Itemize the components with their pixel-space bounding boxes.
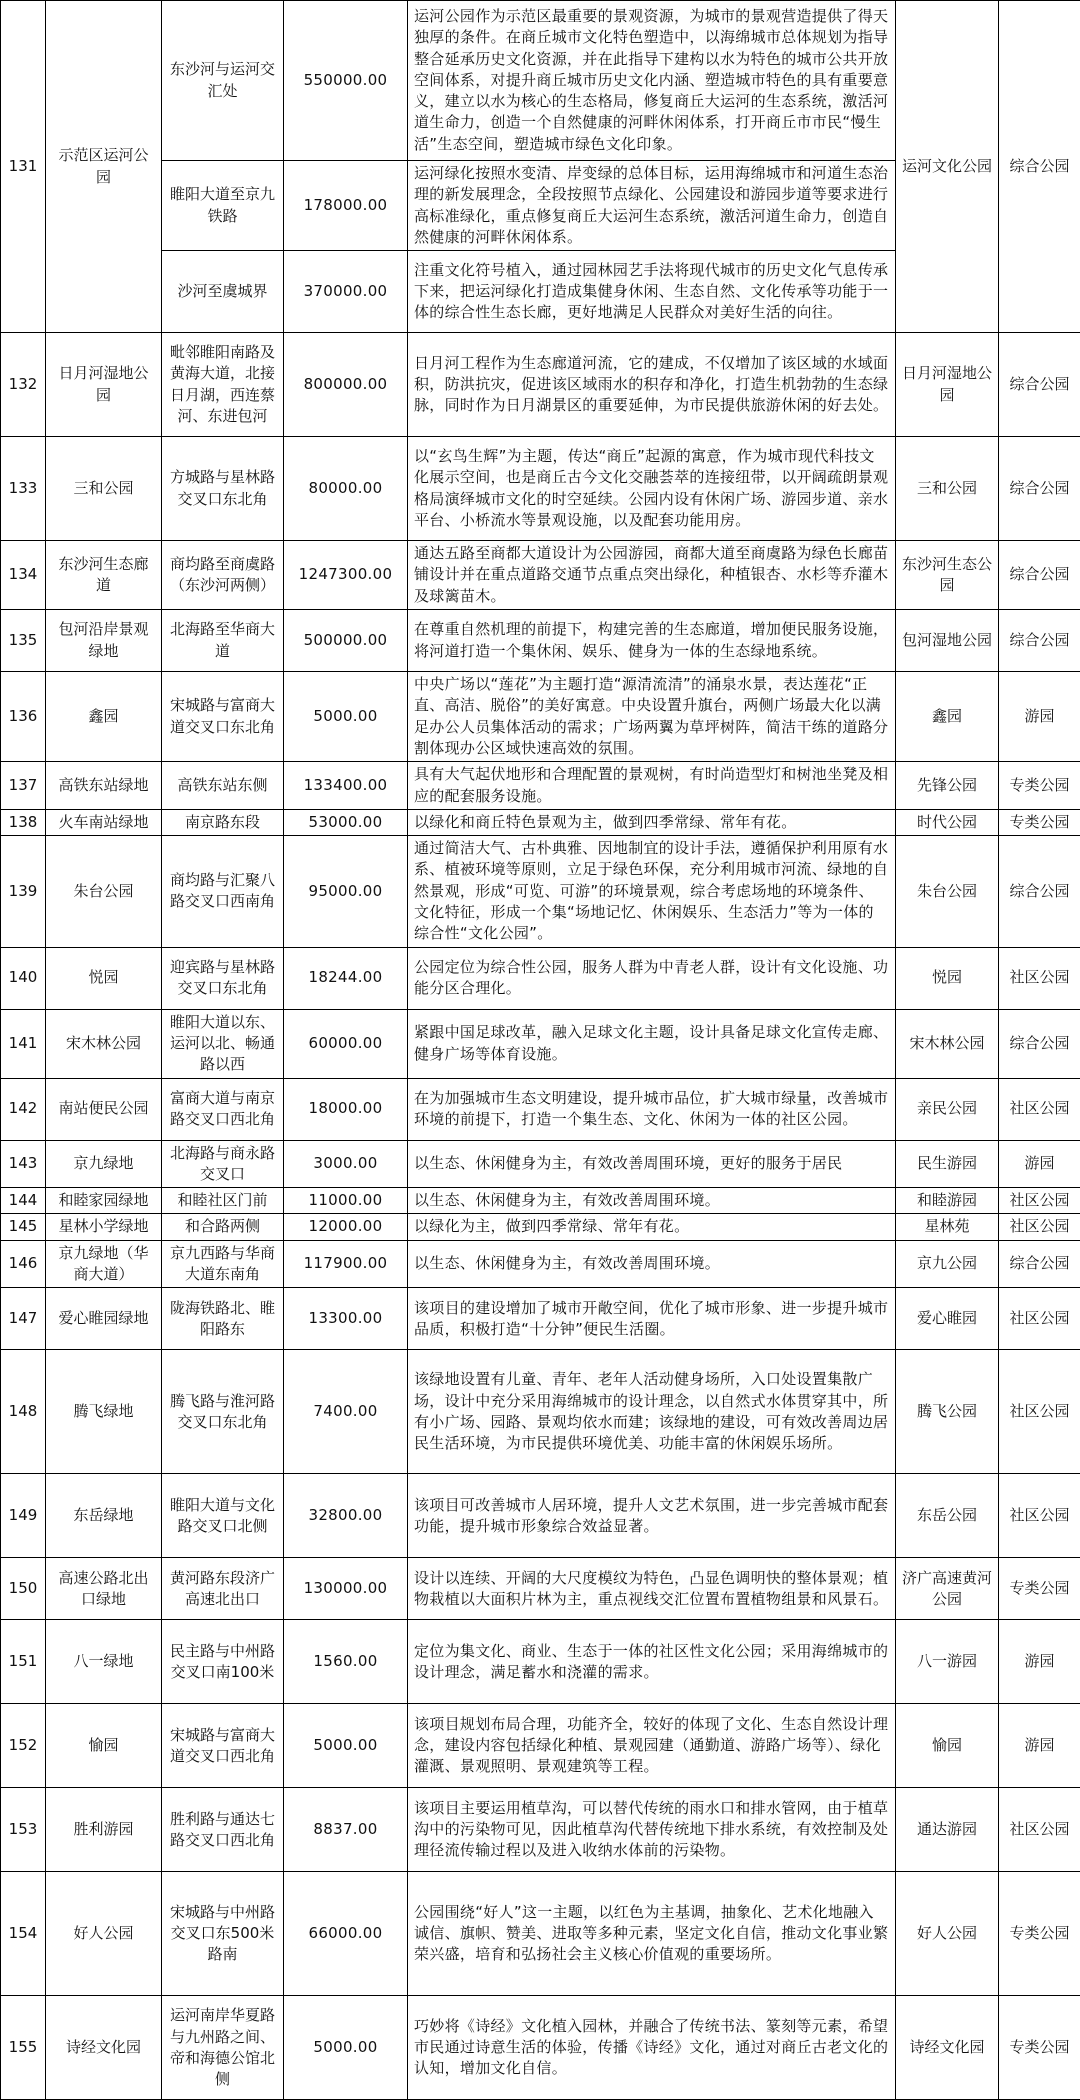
park-location: 沙河至虞城界 [162,251,284,333]
park-description: 该项目的建设增加了城市开敞空间，优化了城市形象、进一步提升城市品质，积极打造“十分钟”便民生活圈。 [408,1288,896,1350]
park-description: 定位为集文化、商业、生态于一体的社区性文化公园；采用海绵城市的设计理念，满足蓄水和浇灌的需求。 [408,1620,896,1704]
park-type: 社区公园 [999,1474,1080,1558]
park-name: 示范区运河公园 [46,1,162,333]
park-owner: 时代公园 [896,809,999,835]
park-location: 民主路与中州路交叉口南100米 [162,1620,284,1704]
park-area: 11000.00 [284,1188,408,1214]
park-name: 愉园 [46,1704,162,1788]
park-description: 以生态、休闲健身为主，有效改善周围环境，更好的服务于居民 [408,1140,896,1188]
park-area: 60000.00 [284,1009,408,1078]
park-type: 综合公园 [999,541,1080,610]
park-location: 高铁东站东侧 [162,762,284,810]
park-area: 550000.00 [284,1,408,161]
park-area: 3000.00 [284,1140,408,1188]
park-description: 紧跟中国足球改革，融入足球文化主题，设计具备足球文化宣传走廊、健身广场等体育设施。 [408,1009,896,1078]
park-owner: 宋木林公园 [896,1009,999,1078]
park-area: 1560.00 [284,1620,408,1704]
park-type: 专类公园 [999,1872,1080,1996]
park-name: 朱台公园 [46,836,162,947]
park-name: 京九绿地（华商大道） [46,1240,162,1288]
park-area: 13300.00 [284,1288,408,1350]
park-type: 综合公园 [999,1240,1080,1288]
row-number: 141 [1,1009,46,1078]
table-row [1,1872,1080,1996]
park-description: 具有大气起伏地形和合理配置的景观树，有时尚造型灯和树池坐凳及相应的配套服务设施。 [408,762,896,810]
park-area: 66000.00 [284,1872,408,1996]
park-location: 北海路与商永路交叉口 [162,1140,284,1188]
park-name: 东沙河生态廊道 [46,541,162,610]
park-area: 32800.00 [284,1474,408,1558]
table-row [1,836,1080,947]
park-location: 和睦社区门前 [162,1188,284,1214]
park-owner: 先锋公园 [896,762,999,810]
park-description: 以“玄鸟生辉”为主题，传达“商丘”起源的寓意，作为城市现代科技文化展示空间，也是商丘古今文化交融荟萃的连接纽带，以开阔疏朗景观格局演绎城市文化的时空延续。公园内设有休闲广场、游园步道、亲水平台、小桥流水等景观设施，以及配套功能用房。 [408,437,896,541]
park-location: 京九西路与华商大道东南角 [162,1240,284,1288]
park-location: 睢阳大道至京九铁路 [162,161,284,251]
park-owner: 亲民公园 [896,1078,999,1140]
park-area: 178000.00 [284,161,408,251]
row-number: 135 [1,610,46,672]
table-row [1,1288,1080,1350]
park-owner: 悦园 [896,947,999,1009]
park-location: 睢阳大道与文化路交叉口北侧 [162,1474,284,1558]
park-type: 专类公园 [999,762,1080,810]
park-type: 游园 [999,1704,1080,1788]
park-type: 游园 [999,1140,1080,1188]
park-location: 胜利路与通达七路交叉口西北角 [162,1788,284,1872]
park-type: 社区公园 [999,1788,1080,1872]
park-description: 通过简洁大气、古朴典雅、因地制宜的设计手法，遵循保护利用原有水系、植被环境等原则，立足于绿色环保，充分利用城市河流、绿地的自然景观，形成“可览、可游”的环境景观，综合考虑场地的环境条件、文化特征，形成一个集“场地记忆、休闲娱乐、生态活力”等为一体的综合性“文化公园”。 [408,836,896,947]
park-owner: 东沙河生态公园 [896,541,999,610]
park-name: 京九绿地 [46,1140,162,1188]
park-type: 综合公园 [999,333,1080,437]
park-name: 火车南站绿地 [46,809,162,835]
park-owner: 东岳公园 [896,1474,999,1558]
table-row [1,1009,1080,1078]
park-description: 公园定位为综合性公园，服务人群为中青老人群，设计有文化设施、功能分区合理化。 [408,947,896,1009]
park-description: 在为加强城市生态文明建设，提升城市品位，扩大城市绿量，改善城市环境的前提下，打造一个集生态、文化、休闲为一体的社区公园。 [408,1078,896,1140]
park-location: 宋城路与富商大道交叉口东北角 [162,672,284,762]
park-description: 巧妙将《诗经》文化植入园林，并融合了传统书法、篆刻等元素，希望市民通过诗意生活的体验，传播《诗经》文化，通过对商丘古老文化的认知，增加文化自信。 [408,1996,896,2100]
park-area: 117900.00 [284,1240,408,1288]
park-location: 北海路至华商大道 [162,610,284,672]
park-owner: 通达游园 [896,1788,999,1872]
park-description: 注重文化符号植入，通过园林园艺手法将现代城市的历史文化气息传承下来，把运河绿化打造成集健身休闲、生态自然、文化传承等功能于一体的综合性生态长廊，更好地满足人民群众对美好生活的向往。 [408,251,896,333]
row-number: 134 [1,541,46,610]
park-owner: 三和公园 [896,437,999,541]
park-owner: 包河湿地公园 [896,610,999,672]
park-owner: 运河文化公园 [896,1,999,333]
park-type: 游园 [999,672,1080,762]
row-number: 149 [1,1474,46,1558]
park-type: 社区公园 [999,1350,1080,1474]
park-type: 综合公园 [999,437,1080,541]
park-owner: 民生游园 [896,1140,999,1188]
table-row [1,1140,1080,1188]
park-location: 富商大道与南京路交叉口西北角 [162,1078,284,1140]
table-row [1,1214,1080,1240]
park-area: 5000.00 [284,672,408,762]
park-owner: 济广高速黄河公园 [896,1558,999,1620]
park-type: 专类公园 [999,1996,1080,2100]
park-area: 500000.00 [284,610,408,672]
park-owner: 和睦游园 [896,1188,999,1214]
row-number: 137 [1,762,46,810]
row-number: 140 [1,947,46,1009]
row-number: 142 [1,1078,46,1140]
row-number: 151 [1,1620,46,1704]
row-number: 133 [1,437,46,541]
table-row [1,1704,1080,1788]
park-name: 宋木林公园 [46,1009,162,1078]
park-description: 该项目规划布局合理，功能齐全，较好的体现了文化、生态自然设计理念，建设内容包括绿化种植、景观园建（通勤道、游路广场等）、绿化灌溉、景观照明、景观建筑等工程。 [408,1704,896,1788]
park-type: 综合公园 [999,1009,1080,1078]
park-type: 社区公园 [999,1214,1080,1240]
park-description: 以绿化和商丘特色景观为主，做到四季常绿、常年有花。 [408,809,896,835]
park-description: 以生态、休闲健身为主，有效改善周围环境。 [408,1240,896,1288]
park-description: 运河绿化按照水变清、岸变绿的总体目标，运用海绵城市和河道生态治理的新发展理念，全段按照节点绿化、公园建设和游园步道等要求进行高标准绿化，重点修复商丘大运河生态系统，激活河道生命力，创造自然健康的河畔休闲体系。 [408,161,896,251]
park-area: 133400.00 [284,762,408,810]
table-row [1,762,1080,810]
park-description: 该项目可改善城市人居环境，提升人文艺术氛围，进一步完善城市配套功能，提升城市形象综合效益显著。 [408,1474,896,1558]
table-row [1,672,1080,762]
park-type: 游园 [999,1620,1080,1704]
park-area: 95000.00 [284,836,408,947]
park-owner: 好人公园 [896,1872,999,1996]
row-number: 152 [1,1704,46,1788]
table-row [1,541,1080,610]
park-area: 18000.00 [284,1078,408,1140]
park-description: 该项目主要运用植草沟，可以替代传统的雨水口和排水管网，由于植草沟中的污染物可见，因此植草沟代替传统地下排水系统，有效控制及处理径流传输过程以及进入收纳水体前的污染物。 [408,1788,896,1872]
park-description: 公园围绕“好人”这一主题，以红色为主基调，抽象化、艺术化地融入诚信、旗帜、赞美、进取等多种元素，坚定文化自信，推动文化事业繁荣兴盛，培育和弘扬社会主义核心价值观的重要场所。 [408,1872,896,1996]
row-number: 154 [1,1872,46,1996]
park-location: 运河南岸华夏路与九州路之间、帝和海德公馆北侧 [162,1996,284,2100]
table-row [1,1474,1080,1558]
park-name: 胜利游园 [46,1788,162,1872]
park-type: 社区公园 [999,947,1080,1009]
row-number: 150 [1,1558,46,1620]
table-row [1,1558,1080,1620]
table-row [1,333,1080,437]
park-type: 社区公园 [999,1188,1080,1214]
park-description: 以生态、休闲健身为主，有效改善周围环境。 [408,1188,896,1214]
park-owner: 朱台公园 [896,836,999,947]
row-number: 131 [1,1,46,333]
park-description: 通达五路至商都大道设计为公园游园，商都大道至商虞路为绿色长廊苗铺设计并在重点道路交通节点重点突出绿化，种植银杏、水杉等乔灌木及球篱苗木。 [408,541,896,610]
park-location: 东沙河与运河交汇处 [162,1,284,161]
park-name: 日月河湿地公园 [46,333,162,437]
park-location: 毗邻睢阳南路及黄海大道，北接日月湖，西连蔡河、东进包河 [162,333,284,437]
park-area: 53000.00 [284,809,408,835]
park-name: 东岳绿地 [46,1474,162,1558]
park-area: 7400.00 [284,1350,408,1474]
row-number: 136 [1,672,46,762]
row-number: 143 [1,1140,46,1188]
row-number: 155 [1,1996,46,2100]
park-name: 包河沿岸景观绿地 [46,610,162,672]
park-name: 腾飞绿地 [46,1350,162,1474]
table-row [1,809,1080,835]
park-owner: 诗经文化园 [896,1996,999,2100]
table-row [1,1078,1080,1140]
park-type: 社区公园 [999,1288,1080,1350]
park-location: 宋城路与富商大道交叉口西北角 [162,1704,284,1788]
park-description: 在尊重自然机理的前提下，构建完善的生态廊道，增加便民服务设施，将河道打造一个集休闲、娱乐、健身为一体的生态绿地系统。 [408,610,896,672]
park-location: 迎宾路与星林路交叉口东北角 [162,947,284,1009]
park-description: 中央广场以“莲花”为主题打造“源清流清”的涌泉水景，表达莲花“正直、高洁、脱俗”的美好寓意。中央设置升旗台，两侧广场最大化以满足办公人员集体活动的需求；广场两翼为草坪树阵，简洁干练的道路分割体现办公区域快速高效的氛围。 [408,672,896,762]
park-name: 八一绿地 [46,1620,162,1704]
park-location: 商均路至商虞路（东沙河两侧） [162,541,284,610]
park-owner: 日月河湿地公园 [896,333,999,437]
park-name: 星林小学绿地 [46,1214,162,1240]
row-number: 148 [1,1350,46,1474]
table-row [1,1240,1080,1288]
row-number: 153 [1,1788,46,1872]
table-row [1,1,1080,161]
park-location: 宋城路与中州路交叉口东500米路南 [162,1872,284,1996]
park-owner: 八一游园 [896,1620,999,1704]
park-type: 综合公园 [999,836,1080,947]
park-name: 好人公园 [46,1872,162,1996]
park-name: 鑫园 [46,672,162,762]
park-description: 该绿地设置有儿童、青年、老年人活动健身场所，入口处设置集散广场，设计中充分采用海绵城市的设计理念，以自然式水体贯穿其中，所有小广场、园路、景观均依水而建；该绿地的建设，可有效改善周边居民生活环境，为市民提供环境优美、功能丰富的休闲娱乐场所。 [408,1350,896,1474]
park-owner: 愉园 [896,1704,999,1788]
park-location: 陇海铁路北、睢阳路东 [162,1288,284,1350]
park-name: 诗经文化园 [46,1996,162,2100]
park-description: 以绿化为主，做到四季常绿、常年有花。 [408,1214,896,1240]
park-type: 专类公园 [999,809,1080,835]
row-number: 139 [1,836,46,947]
park-area: 370000.00 [284,251,408,333]
park-owner: 腾飞公园 [896,1350,999,1474]
park-area: 8837.00 [284,1788,408,1872]
table-row [1,947,1080,1009]
park-area: 12000.00 [284,1214,408,1240]
row-number: 132 [1,333,46,437]
table-row [1,437,1080,541]
park-name: 三和公园 [46,437,162,541]
park-description: 设计以连续、开阔的大尺度模纹为特色，凸显色调明快的整体景观；植物栽植以大面积片林为主，重点视线交汇位置布置植物组景和风景石。 [408,1558,896,1620]
row-number: 146 [1,1240,46,1288]
park-location: 黄河路东段济广高速北出口 [162,1558,284,1620]
table-row [1,610,1080,672]
park-area: 5000.00 [284,1996,408,2100]
table-row [1,1996,1080,2100]
park-area: 130000.00 [284,1558,408,1620]
table-row [1,1350,1080,1474]
park-area: 18244.00 [284,947,408,1009]
table-row [1,1188,1080,1214]
park-description: 日月河工程作为生态廊道河流，它的建成，不仅增加了该区域的水域面积，防洪抗灾，促进该区域雨水的积存和净化，打造生机勃勃的生态绿脉，同时作为日月湖景区的重要延伸，为市民提供旅游休闲的好去处。 [408,333,896,437]
park-type: 专类公园 [999,1558,1080,1620]
park-name: 爱心睢园绿地 [46,1288,162,1350]
park-area: 80000.00 [284,437,408,541]
park-type: 综合公园 [999,1,1080,333]
park-location: 睢阳大道以东、运河以北、畅通路以西 [162,1009,284,1078]
park-owner: 星林苑 [896,1214,999,1240]
row-number: 138 [1,809,46,835]
park-location: 南京路东段 [162,809,284,835]
park-location: 腾飞路与淮河路交叉口东北角 [162,1350,284,1474]
park-area: 800000.00 [284,333,408,437]
park-name: 高速公路北出口绿地 [46,1558,162,1620]
row-number: 145 [1,1214,46,1240]
park-name: 高铁东站绿地 [46,762,162,810]
park-owner: 京九公园 [896,1240,999,1288]
park-name: 悦园 [46,947,162,1009]
park-type: 社区公园 [999,1078,1080,1140]
row-number: 144 [1,1188,46,1214]
park-location: 和合路两侧 [162,1214,284,1240]
table-body [1,1,1080,2100]
table-row [1,1788,1080,1872]
row-number: 147 [1,1288,46,1350]
park-owner: 鑫园 [896,672,999,762]
park-description: 运河公园作为示范区最重要的景观资源，为城市的景观营造提供了得天独厚的条件。在商丘城市文化特色塑造中，以海绵城市总体规划为指导整合延承历史文化资源，并在此指导下建构以水为特色的城市公共开放空间体系，对提升商丘城市历史文化内涵、塑造城市特色的具有重要意义，建立以水为核心的生态格局，修复商丘大运河的生态系统，激活河道生命力，创造一个自然健康的河畔休闲体系，打开商丘市市民“慢生活”生态空间，塑造城市绿色文化印象。 [408,1,896,161]
park-area: 5000.00 [284,1704,408,1788]
park-type: 综合公园 [999,610,1080,672]
park-location: 商均路与汇聚八路交叉口西南角 [162,836,284,947]
park-owner: 爱心睢园 [896,1288,999,1350]
park-name: 南站便民公园 [46,1078,162,1140]
park-location: 方城路与星林路交叉口东北角 [162,437,284,541]
park-area: 1247300.00 [284,541,408,610]
table-row [1,1620,1080,1704]
park-name: 和睦家园绿地 [46,1188,162,1214]
